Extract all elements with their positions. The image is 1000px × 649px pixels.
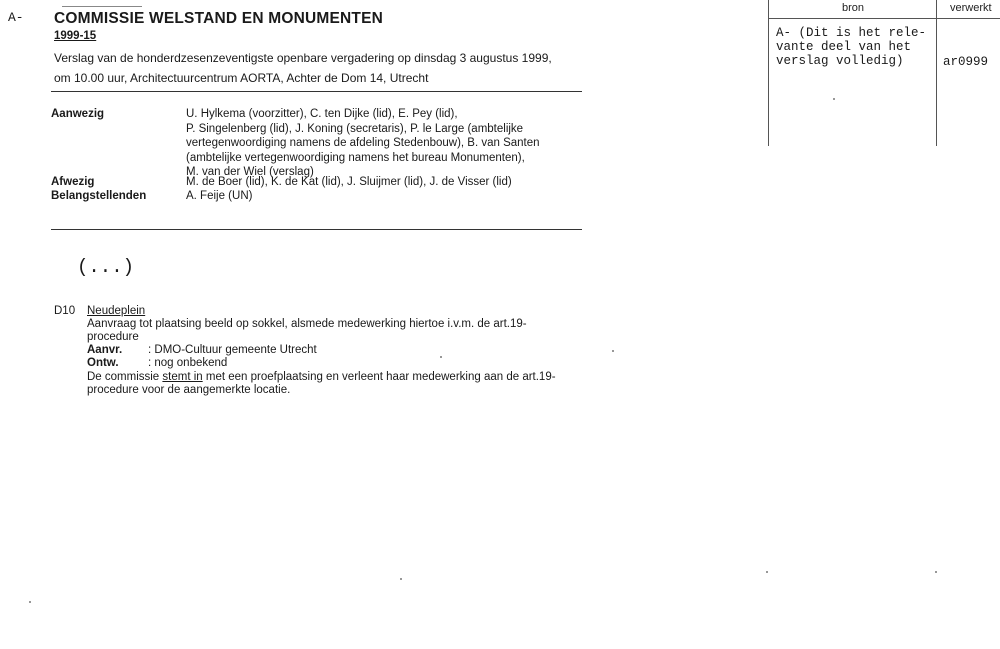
decision-post: met een proefplaatsing en verleent haar medewerking aan de art.19- [202, 371, 556, 383]
present-line: (ambtelijke vertegenwoordiging namens het bureau Monumenten), [186, 151, 525, 164]
absent-value: M. de Boer (lid), K. de Kat (lid), J. Sluijmer (lid), J. de Visser (lid) [186, 176, 512, 188]
absent-label: Afwezig [51, 176, 95, 188]
title-overline [62, 6, 142, 7]
table-header-divider [768, 18, 1000, 19]
present-label: Aanwezig [51, 108, 105, 120]
item-decision-line-2: procedure voor de aangemerkte locatie. [87, 384, 291, 396]
applicant-value: : DMO-Cultuur gemeente Utrecht [148, 344, 317, 356]
present-line: U. Hylkema (voorzitter), C. ten Dijke (lid), E. Pey (lid), [186, 108, 458, 120]
present-line: M. van der Wiel (verslag) [186, 166, 314, 178]
decision-underlined: stemt in [162, 371, 203, 383]
item-decision-line-1 [87, 371, 587, 385]
header-source: bron [842, 2, 865, 14]
processed-code: ar0999 [943, 55, 989, 69]
table-left-border [768, 0, 769, 146]
source-note: A- (Dit is het rele- vante deel van het verslag volledig) [776, 26, 927, 68]
stakeholders-label: Belangstellenden [51, 190, 147, 202]
scan-speck [935, 571, 937, 573]
scan-speck [400, 578, 402, 580]
present-list [186, 107, 586, 180]
header-divider [51, 91, 582, 92]
applicant-label: Aanvr. [87, 344, 123, 356]
document-title: COMMISSIE WELSTAND EN MONUMENTEN [54, 10, 384, 27]
item-title: Neudeplein [87, 305, 146, 317]
omission-marker: (...) [77, 256, 135, 278]
item-request-line-2: procedure [87, 331, 139, 343]
scan-speck [440, 356, 442, 358]
designer-value: : nog onbekend [148, 357, 228, 369]
decision-pre: De commissie [87, 371, 163, 383]
table-column-divider [936, 0, 937, 146]
scan-speck [29, 601, 31, 603]
intro-line-1: Verslag van de honderdzesenzeventigste openbare vergadering op dinsdag 3 augustus 1999, [54, 51, 552, 65]
item-code: D10 [54, 305, 76, 317]
designer-label: Ontw. [87, 357, 119, 369]
scan-speck [833, 98, 835, 100]
stakeholders-value: A. Feije (UN) [186, 190, 253, 202]
present-line: P. Singelenberg (lid), J. Koning (secretaris), P. le Large (ambtelijke [186, 122, 524, 135]
scan-speck [612, 350, 614, 352]
meeting-number: 1999-15 [54, 30, 97, 42]
scan-speck [766, 571, 768, 573]
header-processed: verwerkt [950, 2, 992, 14]
attendance-divider [51, 229, 582, 230]
present-line: vertegenwoordiging namens de afdeling Stedenbouw), B. van Santen [186, 137, 540, 149]
item-request-line-1: Aanvraag tot plaatsing beeld op sokkel, alsmede medewerking hiertoe i.v.m. de art.19- [87, 318, 527, 330]
intro-line-2: om 10.00 uur, Architectuurcentrum AORTA, Achter de Dom 14, Utrecht [54, 71, 429, 85]
section-marker: A- [8, 10, 24, 25]
